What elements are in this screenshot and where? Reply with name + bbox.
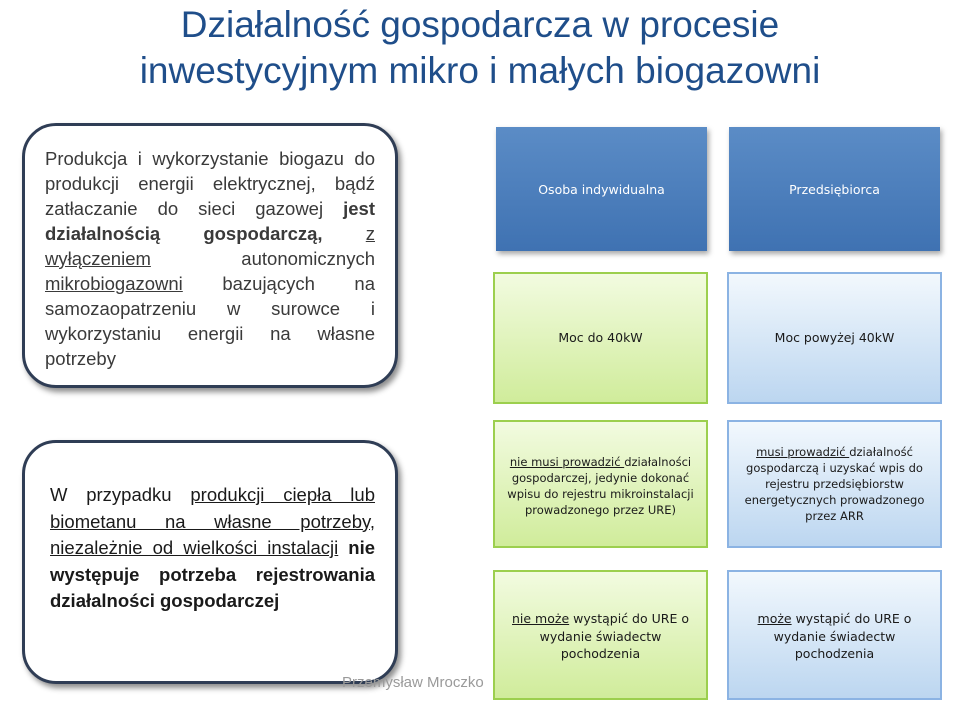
przedsiebiorca-registration-box xyxy=(727,420,942,548)
title-line-2: inwestycyjnym mikro i małych biogazowni xyxy=(139,50,821,91)
przedsiebiorca-certificates-box xyxy=(727,570,942,700)
box1-underline-2: mikrobiogazowni xyxy=(45,273,183,294)
osoba-sw-underline: nie może xyxy=(512,611,570,626)
osoba-registration-box xyxy=(493,420,708,548)
przed-rej-underline: musi prowadzić xyxy=(756,445,850,459)
box2-underline-1: produkcji ciepła lub biometanu na własne potrzeby, xyxy=(50,484,375,532)
box2-bold: nie występuje potrzeba rejestrowania działalności gospodarczej xyxy=(50,537,376,611)
biogas-activity-box xyxy=(22,123,398,388)
author-footer: Przemysław Mroczko xyxy=(342,674,484,691)
moc-powyzej-label: Moc powyżej 40kW xyxy=(774,330,895,345)
osoba-indywidualna-header xyxy=(496,127,707,251)
osoba-certificates-box xyxy=(493,570,708,700)
osoba-sw-text: wystąpić do URE o wydanie świadectw pochodzenia xyxy=(539,611,689,661)
box1-text-2: autonomicznych xyxy=(150,248,375,269)
przed-sw-underline: może xyxy=(757,611,792,626)
box1-text: Produkcja i wykorzystanie biogazu do produkcji energii elektrycznej, bądź zatłaczanie do sieci gazowej xyxy=(45,148,375,219)
box1-bold: jest działalnością gospodarczą, xyxy=(45,198,375,244)
box1-underline-1: z wyłączeniem xyxy=(45,223,375,269)
box1-text-3: bazujących na samozaopatrzeniu w surowce i wykorzystaniu energii na własne potrzeby xyxy=(45,273,375,369)
przedsiebiorca-label: Przedsiębiorca xyxy=(789,181,880,197)
heat-biomethane-box xyxy=(22,440,398,684)
moc-do-label: Moc do 40kW xyxy=(558,330,643,345)
osoba-rej-underline: nie musi prowadzić xyxy=(509,455,625,469)
przed-rej-text: działalność gospodarczą i uzyskać wpis do rejestru przedsiębiorstw energetycznych prowadzonego przez ARR xyxy=(744,445,925,523)
przedsiebiorca-header xyxy=(729,127,940,251)
box2-underline-2: niezależnie od wielkości instalacji xyxy=(50,537,339,558)
osoba-rej-text: działalności gospodarczej, jedynie dokonać wpisu do rejestru mikroinstalacji prowadzonego przez URE) xyxy=(507,455,694,517)
slide-title xyxy=(0,0,960,94)
moc-do-box xyxy=(493,272,708,404)
moc-powyzej-box xyxy=(727,272,942,404)
przed-sw-text: wystąpić do URE o wydanie świadectw pochodzenia xyxy=(773,611,912,661)
title-line-1: Działalność gospodarcza w procesie xyxy=(180,4,780,45)
box2-text: W przypadku xyxy=(50,484,191,505)
osoba-label: Osoba indywidualna xyxy=(538,181,665,197)
